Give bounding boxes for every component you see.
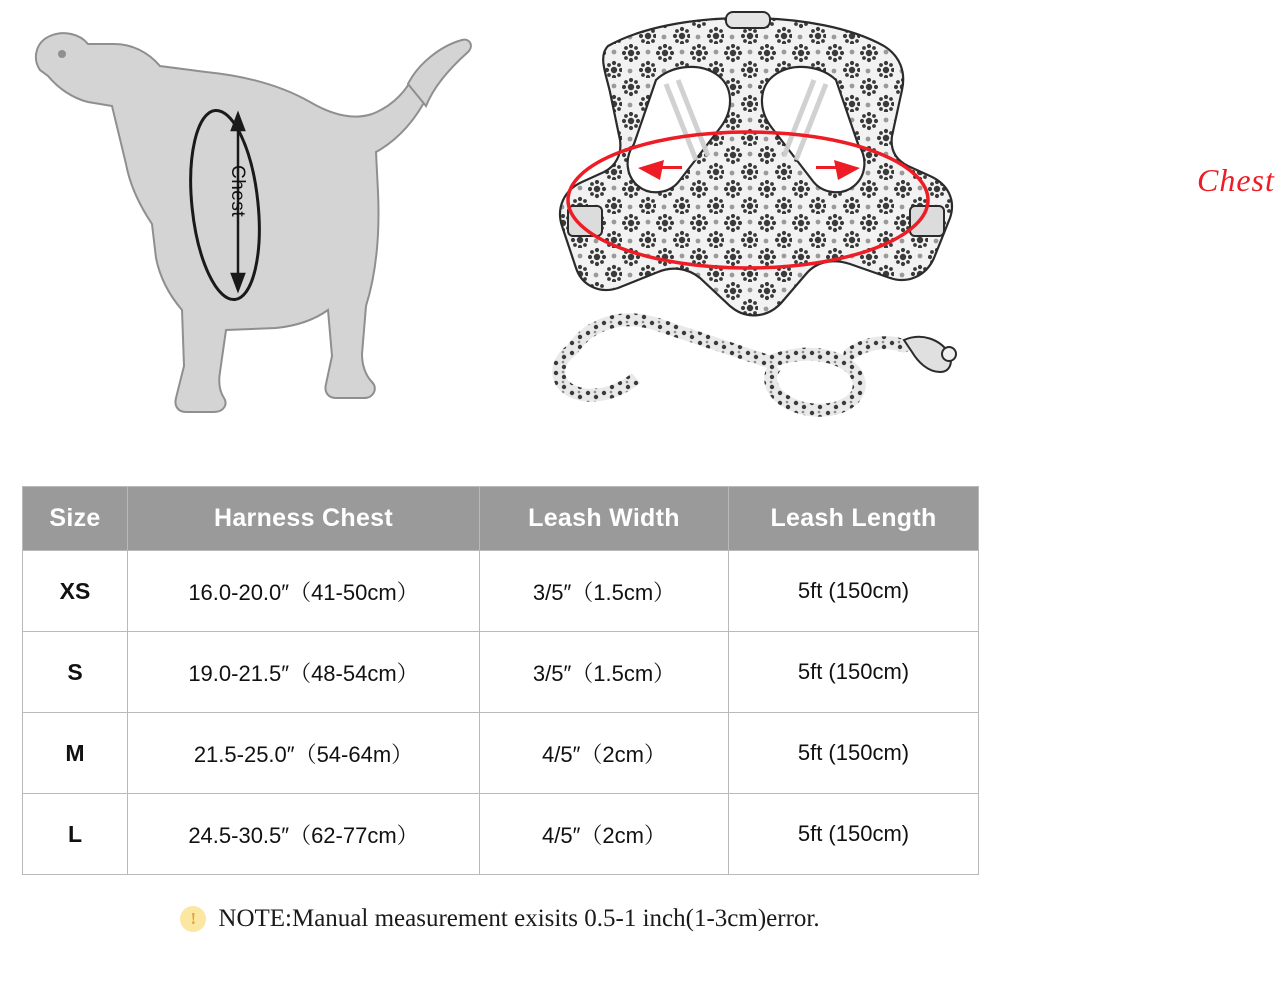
cell-leash-width: 4/5″（2cm） <box>480 713 729 794</box>
note-row <box>0 905 1000 933</box>
top-d-ring <box>726 12 770 28</box>
table-header-row <box>23 487 979 551</box>
header-harness-chest: Harness Chest <box>128 487 480 551</box>
leash-clasp <box>904 337 956 372</box>
cell-chest: 16.0-20.0″（41-50cm） <box>128 551 480 632</box>
dog-tail-shape <box>408 40 471 106</box>
header-leash-width: Leash Width <box>480 487 729 551</box>
cell-leash-length: 5ft (150cm) <box>729 551 979 632</box>
cell-leash-length: 5ft (150cm) <box>729 794 979 875</box>
harness-body <box>560 18 952 315</box>
cell-chest: 21.5-25.0″（54-64m） <box>128 713 480 794</box>
cell-size: S <box>23 632 128 713</box>
harness-svg <box>520 10 990 440</box>
dog-silhouette-svg <box>10 10 510 460</box>
cell-size: L <box>23 794 128 875</box>
cell-leash-width: 3/5″（1.5cm） <box>480 551 729 632</box>
size-table-head <box>23 487 979 551</box>
leash-handle <box>559 350 636 395</box>
cell-leash-width: 4/5″（2cm） <box>480 794 729 875</box>
dog-body-shape <box>36 33 430 412</box>
note-text: NOTE:Manual measurement exisits 0.5-1 inch(1-3cm)error. <box>218 905 820 932</box>
cell-chest: 19.0-21.5″（48-54cm） <box>128 632 480 713</box>
chest-label-harness: Chest <box>1197 162 1275 198</box>
size-table-body <box>23 551 979 875</box>
harness-illustration <box>520 10 1275 440</box>
table-row <box>23 551 979 632</box>
chest-label-dog: Chest <box>227 165 248 218</box>
leash-loop <box>770 354 859 410</box>
illustration-area <box>0 0 1275 470</box>
cell-leash-length: 5ft (150cm) <box>729 632 979 713</box>
header-size: Size <box>23 487 128 551</box>
size-table-wrapper <box>22 486 978 875</box>
leash-tail <box>850 343 904 354</box>
dog-silhouette-illustration <box>10 10 510 460</box>
dog-eye <box>58 50 66 58</box>
table-row <box>23 632 979 713</box>
cell-chest: 24.5-30.5″（62-77cm） <box>128 794 480 875</box>
header-leash-length: Leash Length <box>729 487 979 551</box>
leash-strap <box>572 320 770 362</box>
cell-size: M <box>23 713 128 794</box>
cell-leash-width: 3/5″（1.5cm） <box>480 632 729 713</box>
table-row <box>23 794 979 875</box>
left-buckle <box>568 206 602 236</box>
table-row <box>23 713 979 794</box>
size-table <box>22 486 979 875</box>
exclamation-icon: ! <box>180 906 206 932</box>
cell-leash-length: 5ft (150cm) <box>729 713 979 794</box>
cell-size: XS <box>23 551 128 632</box>
